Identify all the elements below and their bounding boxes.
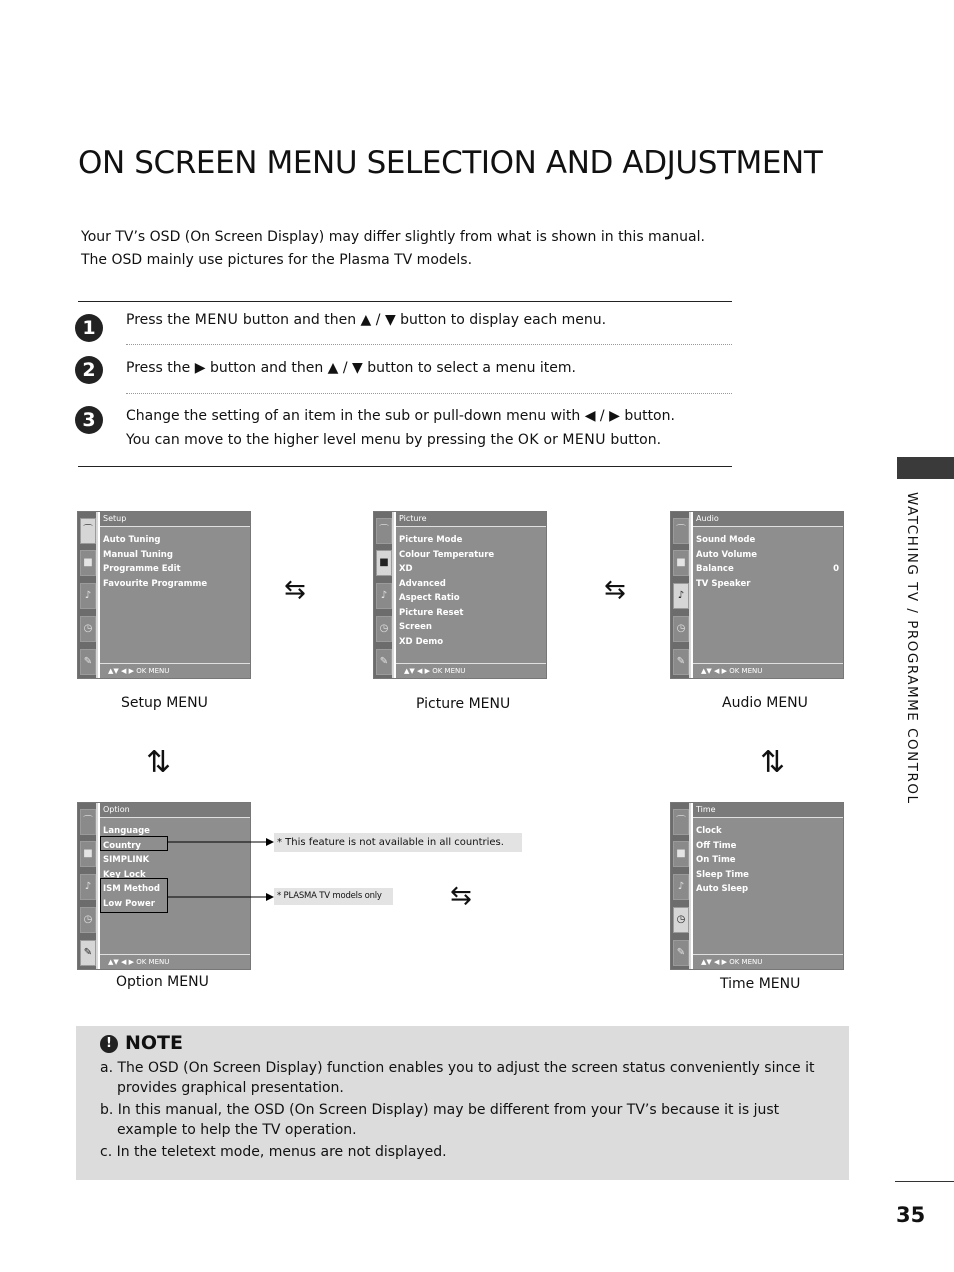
osd-nav-hint: ▲▼ ◀ ▶ OK MENU: [100, 663, 250, 678]
speaker-icon[interactable]: ♪: [80, 583, 96, 609]
satellite-dish-icon[interactable]: ⌒: [673, 809, 689, 835]
speaker-icon[interactable]: ♪: [80, 874, 96, 900]
menu-item[interactable]: Off Time: [696, 840, 737, 851]
country-availability-callout: * This feature is not available in all countries.: [274, 833, 522, 852]
menu-item[interactable]: Aspect Ratio: [399, 593, 460, 603]
step-2-text: Press the ▶ button and then ▲ / ▼ button to select a menu item.: [126, 360, 576, 376]
option-tool-icon[interactable]: ✎: [376, 649, 392, 675]
audio-menu-header: Audio: [693, 512, 843, 527]
menu-item[interactable]: Low Power: [103, 898, 155, 909]
tv-screen-icon[interactable]: ■: [376, 550, 392, 576]
menu-item[interactable]: On Time: [696, 855, 736, 865]
tv-screen-icon[interactable]: ■: [673, 841, 689, 867]
note-item: a. The OSD (On Screen Display) function enables you to adjust the screen status conveniently since it provides graphical presentation.: [100, 1060, 815, 1096]
menu-item[interactable]: Colour Temperature: [399, 549, 495, 560]
menu-item[interactable]: Auto Sleep: [696, 884, 749, 894]
note-box: [76, 1026, 849, 1180]
page-title: ON SCREEN MENU SELECTION AND ADJUSTMENT: [78, 145, 823, 181]
menu-item[interactable]: Picture Reset: [399, 607, 464, 618]
ok-key-label: OK: [517, 432, 540, 448]
tv-screen-icon[interactable]: ■: [80, 841, 96, 867]
menu-key-label: MENU: [562, 432, 606, 448]
menu-item[interactable]: Sleep Time: [696, 869, 749, 880]
speaker-icon[interactable]: ♪: [673, 874, 689, 900]
clock-icon[interactable]: ◷: [80, 616, 96, 642]
page-number: 35: [896, 1203, 926, 1227]
time-menu-caption: Time MENU: [720, 976, 801, 992]
intro-line-2: The OSD mainly use pictures for the Plasma TV models.: [81, 252, 473, 268]
exclamation-icon: !: [100, 1035, 118, 1053]
audio-menu-caption: Audio MENU: [722, 695, 808, 711]
menu-item[interactable]: Picture Mode: [399, 535, 463, 545]
page-number-rule: [895, 1181, 954, 1182]
option-menu-caption: Option MENU: [116, 974, 209, 990]
clock-icon[interactable]: ◷: [673, 616, 689, 642]
osd-nav-hint: ▲▼ ◀ ▶ OK MENU: [693, 663, 843, 678]
speaker-icon[interactable]: ♪: [673, 583, 689, 609]
osd-nav-hint: ▲▼ ◀ ▶ OK MENU: [693, 954, 843, 969]
swap-arrows-icon: ⇆: [284, 575, 306, 605]
menu-item[interactable]: Clock: [696, 826, 722, 836]
clock-icon[interactable]: ◷: [376, 616, 392, 642]
swap-arrows-icon: ⇆: [450, 881, 472, 911]
section-side-label: WATCHING TV / PROGRAMME CONTROL: [904, 492, 920, 805]
setup-menu-caption: Setup MENU: [121, 695, 208, 711]
step-1-text: Press the MENU button and then ▲ / ▼ button to display each menu.: [126, 312, 607, 328]
option-tool-icon[interactable]: ✎: [80, 649, 96, 675]
menu-item[interactable]: XD: [399, 564, 413, 574]
vertical-swap-arrows-icon: ⇅: [146, 745, 164, 780]
menu-item[interactable]: Auto Volume: [696, 549, 758, 560]
clock-icon[interactable]: ◷: [80, 907, 96, 933]
menu-item[interactable]: XD Demo: [399, 636, 444, 647]
swap-arrows-icon: ⇆: [604, 575, 626, 605]
step-3-text: Change the setting of an item in the sub or pull-down menu with ◀ / ▶ button. You can move to the higher level menu by pressing the OK or MENU button.: [126, 408, 675, 448]
picture-menu-caption: Picture MENU: [416, 696, 511, 712]
option-tool-icon[interactable]: ✎: [673, 940, 689, 966]
menu-item[interactable]: Sound Mode: [696, 535, 756, 545]
menu-item[interactable]: Advanced: [399, 578, 446, 589]
option-menu-header: Option: [100, 803, 250, 818]
step-1-number: 1: [75, 314, 103, 342]
menu-item[interactable]: Screen: [399, 622, 432, 632]
menu-item[interactable]: TV Speaker: [696, 578, 751, 589]
menu-item[interactable]: Manual Tuning: [103, 549, 173, 560]
step-2-number: 2: [75, 356, 103, 384]
menu-item[interactable]: ISM Method: [103, 884, 160, 894]
satellite-dish-icon[interactable]: ⌒: [376, 518, 392, 544]
option-tool-icon[interactable]: ✎: [673, 649, 689, 675]
picture-menu-header: Picture: [396, 512, 546, 527]
intro-line-1: Your TV’s OSD (On Screen Display) may differ slightly from what is shown in this manual.: [81, 229, 705, 245]
balance-value: 0: [833, 564, 839, 574]
menu-item[interactable]: Favourite Programme: [103, 578, 208, 589]
satellite-dish-icon[interactable]: ⌒: [80, 518, 96, 544]
note-item: b. In this manual, the OSD (On Screen Display) may be different from your TV’s because it is just example to help the TV operation.: [100, 1102, 780, 1138]
menu-item[interactable]: SIMPLINK: [103, 855, 150, 865]
time-menu-header: Time: [693, 803, 843, 818]
menu-item[interactable]: Balance 0: [696, 562, 839, 577]
tv-screen-icon[interactable]: ■: [673, 550, 689, 576]
menu-item[interactable]: Language: [103, 826, 150, 836]
setup-menu-header: Setup: [100, 512, 250, 527]
menu-item[interactable]: Key Lock: [103, 869, 146, 880]
vertical-swap-arrows-icon: ⇅: [760, 745, 778, 780]
note-list: [100, 1059, 840, 1166]
speaker-icon[interactable]: ♪: [376, 583, 392, 609]
tv-screen-icon[interactable]: ■: [80, 550, 96, 576]
satellite-dish-icon[interactable]: ⌒: [80, 809, 96, 835]
step-3-number: 3: [75, 406, 103, 434]
note-item: c. In the teletext mode, menus are not displayed.: [100, 1144, 447, 1160]
clock-icon[interactable]: ◷: [673, 907, 689, 933]
menu-item[interactable]: Auto Tuning: [103, 535, 161, 545]
menu-item[interactable]: Programme Edit: [103, 564, 181, 574]
osd-nav-hint: ▲▼ ◀ ▶ OK MENU: [396, 663, 546, 678]
menu-item[interactable]: Country: [103, 840, 141, 851]
option-tool-icon[interactable]: ✎: [80, 940, 96, 966]
menu-key-label: MENU: [194, 312, 239, 328]
osd-nav-hint: ▲▼ ◀ ▶ OK MENU: [100, 954, 250, 969]
plasma-only-callout: * PLASMA TV models only: [274, 888, 393, 905]
note-title: NOTE: [125, 1032, 183, 1054]
satellite-dish-icon[interactable]: ⌒: [673, 518, 689, 544]
